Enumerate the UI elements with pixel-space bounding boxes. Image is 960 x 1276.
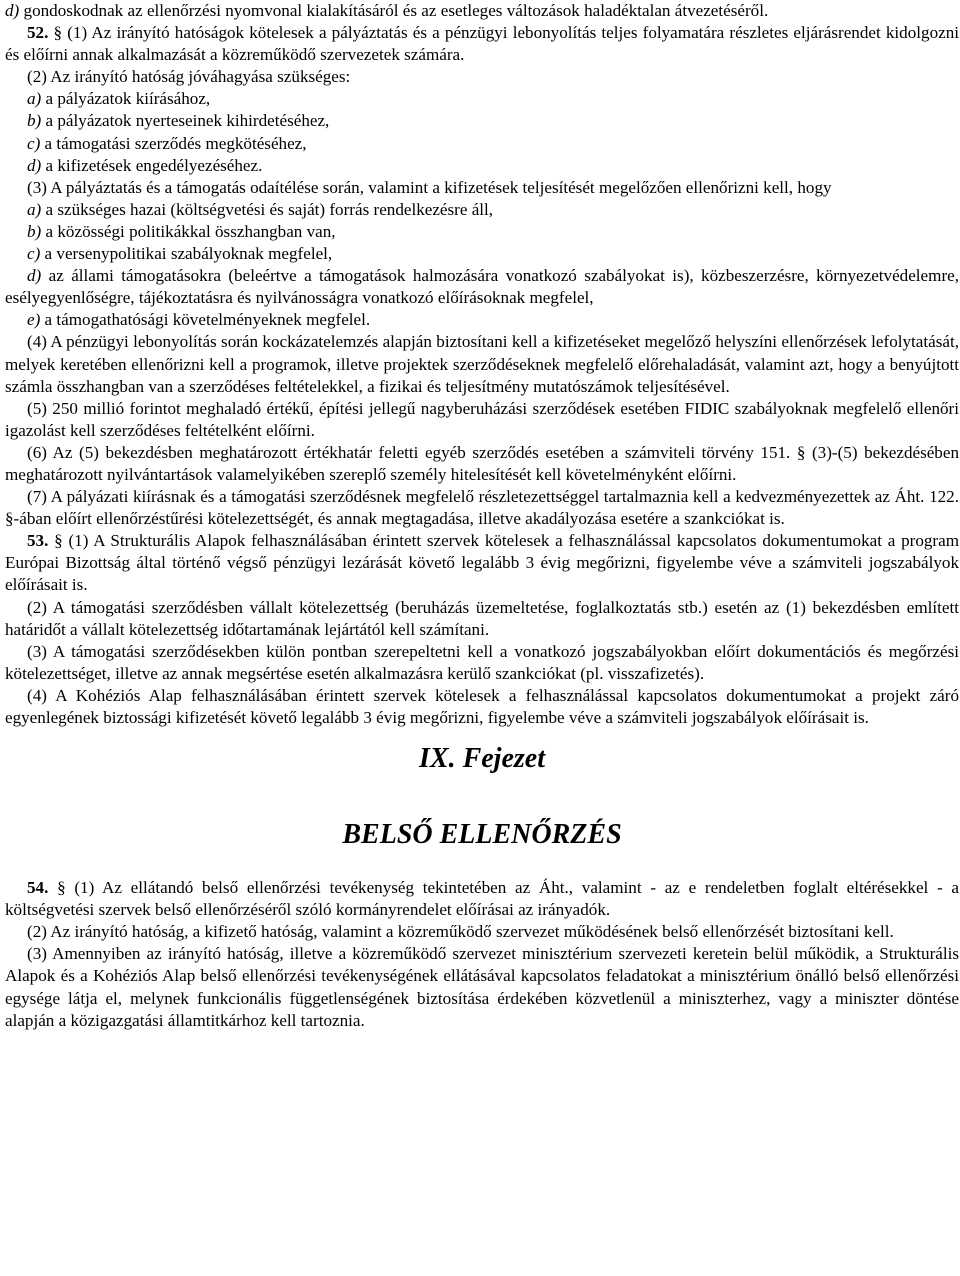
- list-marker: a): [27, 199, 42, 219]
- list-text: a szükséges hazai (költségvetési és saját) forrás rendelkezésre áll,: [41, 199, 494, 219]
- list-marker: d): [27, 155, 42, 175]
- section-54-paragraph-2: (2) Az irányító hatóság, a kifizető hatóság, valamint a közreműködő szervezet működésének belső ellenőrzését biztosítani kell.: [27, 922, 894, 942]
- section-text: § (1) A Strukturális Alapok felhasználásában érintett szervek kötelesek a felhasználással kapcsolatos dokumentumokat a program Európai Bizottság által történő végső pénzügyi lezárását követő legalább 3 évig megőrizni, figyelembe véve a számviteli jogszabályok előírásait is.: [5, 531, 959, 595]
- chapter-title: BELSŐ ELLENŐRZÉS: [342, 819, 622, 851]
- list-text: a támogathatósági követelményeknek megfelel.: [40, 310, 371, 330]
- list-marker: d): [5, 1, 20, 20]
- section-53-paragraph-2: (2) A támogatási szerződésben vállalt kötelezettség (beruházás üzemeltetése, foglalkoztatás stb.) esetén az (1) bekezdésben említett határidőt a vállalt kötelezettség időtartamának lejártától kell számítani.: [5, 597, 959, 639]
- section-number: 52.: [27, 23, 49, 43]
- section-53-paragraph-1: [5, 530, 959, 596]
- list-marker: b): [27, 111, 42, 131]
- list-text: a kifizetések engedélyezéséhez.: [41, 155, 263, 175]
- list-text: gondoskodnak az ellenőrzési nyomvonal kialakításáról és az esetleges változások haladéktalan átvezetéséről.: [19, 1, 769, 20]
- list-text: az állami támogatásokra (beleértve a támogatások halmozására vonatkozó szabályokat is), közbeszerzésre, környezetvédelemre, esélyegyenlőségre, tájékoztatásra és nyilvánosságra vonatkozó előírásoknak megfelel,: [5, 266, 959, 308]
- list-text: a versenypolitikai szabályoknak megfelel,: [40, 244, 333, 264]
- list-marker: c): [27, 244, 41, 264]
- list-item: [5, 110, 959, 132]
- section-53-paragraph-3: (3) A támogatási szerződésekben külön pontban szerepeltetni kell a vonatkozó jogszabályokban előírt dokumentációs és megőrzési kötelezettséget, illetve az annak megsértése esetén alkalmazásra kerülő szankciókat (pl. visszafizetés).: [5, 641, 959, 683]
- section-number: 53.: [27, 531, 49, 551]
- section-54-paragraph-1: [5, 877, 959, 921]
- list-item: [5, 88, 959, 110]
- section-52-paragraph-1: [5, 22, 959, 66]
- chapter-number: IX. Fejezet: [419, 743, 545, 775]
- section-52-paragraph-2: (2) Az irányító hatóság jóváhagyása szükséges:: [27, 67, 351, 87]
- paragraph-51-d: [5, 0, 959, 22]
- section-52-paragraph-3: (3) A pályáztatás és a támogatás odaítélése során, valamint a kifizetések teljesítését megelőzően ellenőrizni kell, hogy: [27, 177, 832, 197]
- list-text: a pályázatok kiírásához,: [41, 89, 211, 109]
- list-marker: b): [27, 221, 42, 241]
- list-item: [5, 243, 959, 265]
- list-text: a pályázatok nyerteseinek kihirdetéséhez,: [41, 111, 330, 131]
- list-item: [5, 133, 959, 155]
- section-number: 54.: [27, 878, 49, 898]
- list-item: [5, 309, 959, 331]
- list-item: [5, 199, 959, 221]
- list-marker: d): [27, 266, 42, 286]
- section-52-paragraph-7: (7) A pályázati kiírásnak és a támogatási szerződésnek megfelelő részletezettséggel tartalmaznia kell a kedvezményezettek az Áht. 122. §-ában előírt ellenőrzéstűrési kötelezettségét, és annak megtagadása, illetve akadályozása esetére a szankciókat is.: [5, 487, 959, 529]
- section-54-paragraph-3: (3) Amennyiben az irányító hatóság, illetve a közreműködő szervezet minisztérium szervezeti keretein belül működik, a Strukturális Alapok és a Kohéziós Alap belső ellenőrzési tevékenységének ellátásával kapcsolatos feladatokat a minisztérium önálló belső ellenőrzési egysége látja el, melynek funkcionális függetlenségének biztosítása érdekében közvetlenül a miniszterhez, vagy a miniszter döntése alapján a közigazgatási államtitkárhoz kell tartoznia.: [5, 944, 959, 1030]
- section-text: § (1) Az ellátandó belső ellenőrzési tevékenység tekintetében az Áht., valamint - az e rendeletben foglalt eltérésekkel - a költségvetési szervek belső ellenőrzéséről szóló kormányrendelet előírásai az irányadók.: [5, 878, 959, 920]
- list-text: a közösségi politikákkal összhangban van,: [41, 221, 336, 241]
- list-item: [5, 265, 959, 309]
- list-item: [5, 155, 959, 177]
- section-52-paragraph-5: (5) 250 millió forintot meghaladó értékű, építési jellegű nagyberuházási szerződések esetében FIDIC szabályoknak megfelelő ellenőri igazolást kell szerződéses feltételként előírni.: [5, 398, 959, 440]
- section-52-paragraph-6: (6) Az (5) bekezdésben meghatározott értékhatár feletti egyéb szerződés esetében a számviteli törvény 151. § (3)-(5) bekezdésében meghatározott nyilvántartások valamelyikében szereplő személy hitelesítését kell követelményként előírni.: [5, 442, 959, 484]
- list-marker: c): [27, 133, 41, 153]
- section-52-paragraph-4: (4) A pénzügyi lebonyolítás során kockázatelemzés alapján biztosítani kell a kifizetéseket megelőző helyszíni ellenőrzések lefolytatását, melyek keretében ellenőrizni kell a programok, illetve projektek szerződéseknek megfelelő előrehaladását, valamint azt, hogy a benyújtott számla összhangban van a szerződéses feltételekkel, a fizikai és teljesítmény mutatószámok teljesítésével.: [5, 332, 959, 396]
- section-53-paragraph-4: (4) A Kohéziós Alap felhasználásában érintett szervek kötelesek a felhasználással kapcsolatos dokumentumokat a projekt záró egyenlegének biztossági kifizetését követő legalább 3 évig megőrizni, figyelembe véve a számviteli jogszabályok előírásait is.: [5, 685, 959, 727]
- list-item: [5, 221, 959, 243]
- list-marker: e): [27, 310, 41, 330]
- list-marker: a): [27, 89, 42, 109]
- list-text: a támogatási szerződés megkötéséhez,: [40, 133, 307, 153]
- section-text: § (1) Az irányító hatóságok kötelesek a pályáztatás és a pénzügyi lebonyolítás teljes folyamatára részletes eljárásrendet kidolgozni és előírni annak alkalmazását a közreműködő szervezetek számára.: [5, 23, 959, 65]
